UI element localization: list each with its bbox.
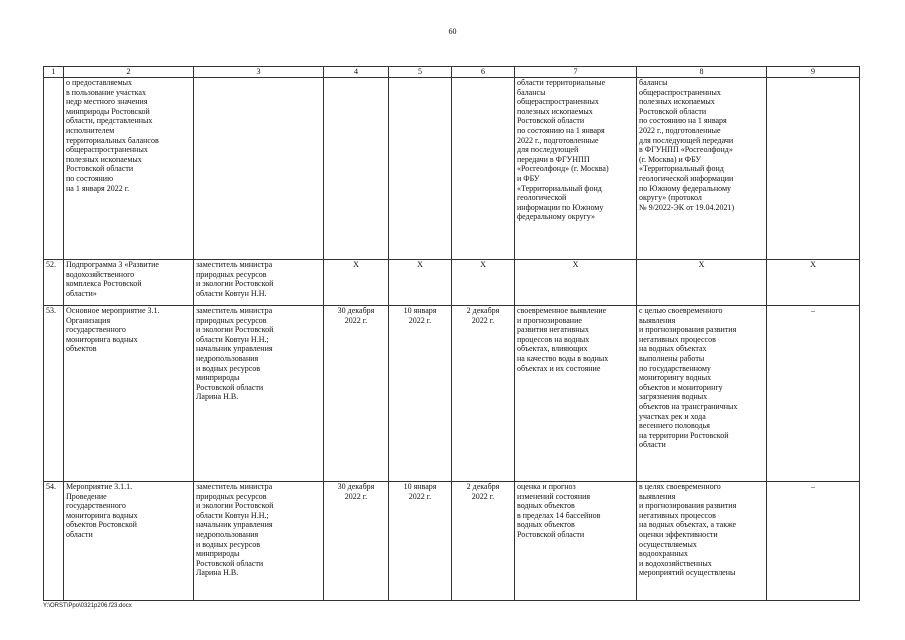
actual-result: с целью своевременного выявления и прогнозирования развития негативных процессов на водных объектах выполнены работы по государственному мониторингу водных объектов и мониторингу загрязнения водных объектов на трансграничных участках рек и хода весеннего половодья на территории Ростовской области: [637, 306, 767, 482]
date-end: [452, 78, 515, 260]
date-start: [389, 78, 452, 260]
header-cell: 4: [324, 67, 389, 78]
notes: –: [767, 482, 860, 601]
notes: –: [767, 306, 860, 482]
header-cell: 8: [637, 67, 767, 78]
date-plan: 30 декабря 2022 г.: [324, 482, 389, 601]
date-end: Х: [452, 260, 515, 306]
activity-name: Основное мероприятие 3.1. Организация государственного мониторинга водных объектов: [64, 306, 194, 482]
table-row: [44, 482, 860, 601]
header-cell: 3: [194, 67, 324, 78]
header-cell: 6: [452, 67, 515, 78]
responsible: [194, 78, 324, 260]
header-cell: 1: [44, 67, 64, 78]
header-cell: 5: [389, 67, 452, 78]
header-cell: 2: [64, 67, 194, 78]
responsible: заместитель министра природных ресурсов и экологии Ростовской области Ковтун Н.Н.; начальник управления недропользования и водных ресурсов минприроды Ростовской области Ларина Н.В.: [194, 306, 324, 482]
table-row: [44, 260, 860, 306]
date-plan: Х: [324, 260, 389, 306]
page-number: 60: [448, 27, 457, 36]
activity-name: о предоставляемых в пользование участках недр местного значения минприроды Ростовской области, представленных исполнителем территориальных балансов общераспространенных полезных ископаемых Ростовской области по состоянию на 1 января 2022 г.: [64, 78, 194, 260]
date-start: 10 января 2022 г.: [389, 306, 452, 482]
expected-result: оценка и прогноз изменений состояния водных объектов в пределах 14 бассейнов водных объектов Ростовской области: [515, 482, 637, 601]
date-plan: 30 декабря 2022 г.: [324, 306, 389, 482]
responsible: заместитель министра природных ресурсов и экологии Ростовской области Ковтун Н.Н.; начальник управления недропользования и водных ресурсов минприроды Ростовской области Ларина Н.В.: [194, 482, 324, 601]
date-start: 10 января 2022 г.: [389, 482, 452, 601]
responsible: заместитель министра природных ресурсов и экологии Ростовской области Ковтун Н.Н.: [194, 260, 324, 306]
date-start: Х: [389, 260, 452, 306]
date-plan: [324, 78, 389, 260]
file-path-footer: Y:\ORST\Ppo\0321p206.f23.docx: [43, 603, 132, 609]
actual-result: в целях своевременного выявления и прогнозирования развития негативных процессов на водных объектах, а также оценки эффективности осуществляемых водоохранных и водохозяйственных мероприятий осуществлены: [637, 482, 767, 601]
notes: [767, 78, 860, 260]
date-end: 2 декабря 2022 г.: [452, 306, 515, 482]
actual-result: Х: [637, 260, 767, 306]
row-number: 52.: [44, 260, 64, 306]
header-cell: 7: [515, 67, 637, 78]
row-number: 54.: [44, 482, 64, 601]
activity-name: Подпрограмма 3 «Развитие водохозяйственного комплекса Ростовской области»: [64, 260, 194, 306]
date-end: 2 декабря 2022 г.: [452, 482, 515, 601]
expected-result: своевременное выявление и прогнозирование развития негативных процессов на водных объектах, влияющих на качество воды в водных объектах и их состояние: [515, 306, 637, 482]
activity-name: Мероприятие 3.1.1. Проведение государственного мониторинга водных объектов Ростовской области: [64, 482, 194, 601]
header-row: [44, 67, 860, 78]
expected-result: области территориальные балансы общераспространенных полезных ископаемых Ростовской области по состоянию на 1 января 2022 г., подготовленные для последующей передачи в ФГУНПП «Росгеолфонд» (г. Москва) и ФБУ «Территориальный фонд геологической информации по Южному федеральному округу»: [515, 78, 637, 260]
notes: Х: [767, 260, 860, 306]
table-row: [44, 78, 860, 260]
actual-result: балансы общераспространенных полезных ископаемых Ростовской области по состоянию на 1 января 2022 г., подготовленные для последующей передачи в ФГУНПП «Росгеолфонд» (г. Москва) и ФБУ «Территориальный фонд геологической информации по Южному федеральному округу» (протокол № 9/2022-ЭК от 19.04.2021): [637, 78, 767, 260]
row-number: [44, 78, 64, 260]
row-number: 53.: [44, 306, 64, 482]
report-table: [43, 66, 860, 601]
header-cell: 9: [767, 67, 860, 78]
table-row: [44, 306, 860, 482]
expected-result: Х: [515, 260, 637, 306]
